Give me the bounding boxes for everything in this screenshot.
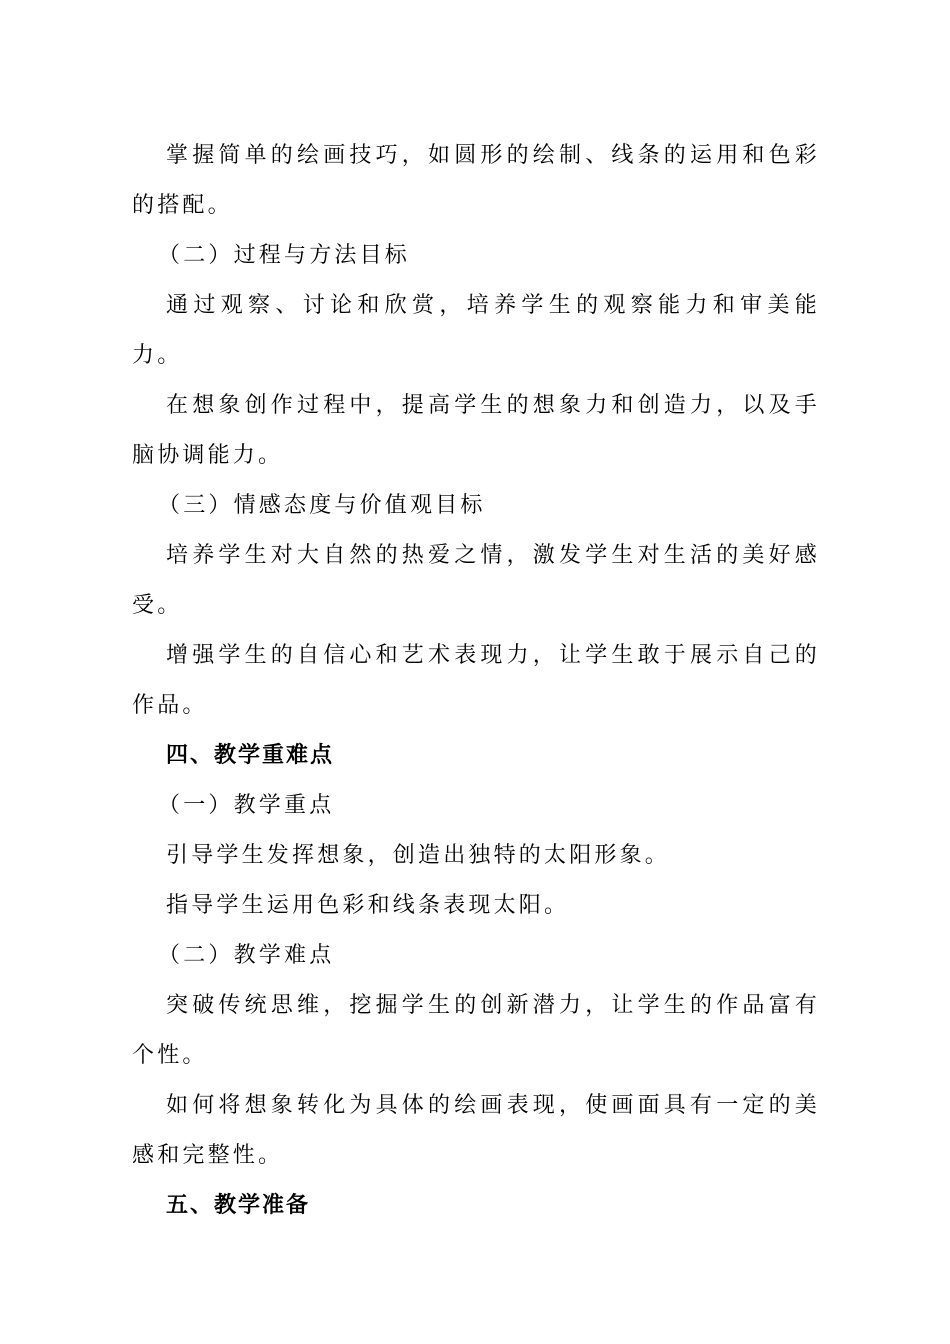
paragraph-focus-color-lines: 指导学生运用色彩和线条表现太阳。: [166, 893, 570, 918]
paragraph-confidence-expression: 增强学生的自信心和艺术表现力，让学生敢于展示自己的作品。: [132, 643, 820, 718]
section-heading-key-difficult-points: 四、教学重难点: [166, 743, 335, 768]
paragraph-difficulty-innovation: 突破传统思维，挖掘学生的创新潜力，让学生的作品富有个性。: [132, 993, 820, 1068]
paragraph-focus-imagination: 引导学生发挥想象，创造出独特的太阳形象。: [166, 843, 671, 868]
paragraph-love-of-nature: 培养学生对大自然的热爱之情，激发学生对生活的美好感受。: [132, 543, 820, 618]
paragraph-difficulty-expression: 如何将想象转化为具体的绘画表现，使画面具有一定的美感和完整性。: [132, 1093, 820, 1168]
document-body: [132, 131, 820, 1231]
subheading-teaching-focus: （一）教学重点: [158, 793, 335, 818]
section-heading-teaching-preparation: 五、教学准备: [166, 1193, 311, 1218]
subheading-teaching-difficulty: （二）教学难点: [158, 943, 335, 968]
paragraph-imagination-creativity: 在想象创作过程中，提高学生的想象力和创造力，以及手脑协调能力。: [132, 393, 820, 468]
paragraph-skill-goal: 掌握简单的绘画技巧，如圆形的绘制、线条的运用和色彩的搭配。: [132, 143, 820, 218]
subheading-emotion-values-goal: （三）情感态度与价值观目标: [158, 493, 486, 518]
paragraph-observation-ability: 通过观察、讨论和欣赏，培养学生的观察能力和审美能力。: [132, 293, 820, 368]
subheading-process-method-goal: （二）过程与方法目标: [158, 243, 411, 268]
